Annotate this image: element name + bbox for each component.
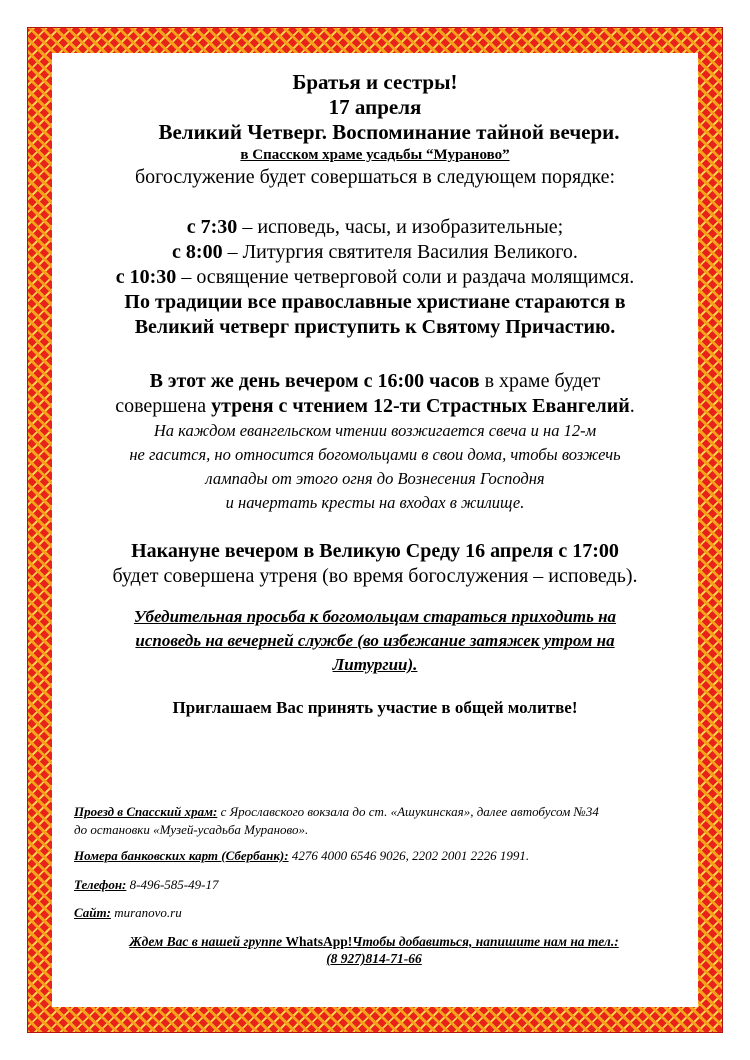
italic-note: не гасится, но относится богомольцами в свои дома, чтобы возжечь [129,445,621,464]
wednesday-heading: Накануне вечером в Великую Среду 16 апреля с 17:00 [131,540,619,562]
route-info: Проезд в Спасский храм: с Ярославского вокзала до ст. «Ашукинская», далее автобусом №34 до остановки «Музей-усадьба Мураново». [74,804,599,837]
request-line: Литургии). [332,655,418,674]
schedule-item: с 10:30 – освящение четверговой соли и раздача молящимся. [115,266,635,288]
italic-note: и начертать кресты на входах в жилище. [225,493,525,512]
tradition-line: По традиции все православные христиане стараются в [124,291,626,313]
phone: Телефон: 8-496-585-49-17 [74,877,219,892]
intro: богослужение будет совершаться в следующем порядке: [134,166,616,188]
greeting: Братья и сестры! [292,70,458,94]
italic-note: лампады от этого огня до Вознесения Господня [205,469,545,488]
evening-line-1: В этот же день вечером с 16:00 часов в храме будет [149,370,601,392]
wednesday-text: будет совершена утреня (во время богослужения – исповедь). [112,565,638,587]
place: в Спасском храме усадьбы “Мураново” [240,147,510,163]
schedule-item: с 8:00 – Литургия святителя Василия Великого. [172,241,578,263]
date: 17 апреля [328,95,422,119]
website[interactable]: Сайт: muranovo.ru [74,905,182,920]
schedule-item: с 7:30 – исповедь, часы, и изобразительные; [186,216,564,238]
italic-note: На каждом евангельском чтении возжигается свеча и на 12-м [153,421,597,440]
evening-line-2: совершена утреня с чтением 12-ти Страстных Евангелий. [115,395,635,417]
invitation: Приглашаем Вас принять участие в общей молитве! [172,698,578,717]
request-line: исповедь на вечерней службе (во избежание затяжек утром на [135,631,615,650]
whatsapp-phone: (8 927)814-71-66 [326,951,422,966]
request-line: Убедительная просьба к богомольцам стараться приходить на [133,607,617,626]
whatsapp-invite: Ждем Вас в нашей группе WhatsApp!Чтобы добавиться, напишите нам на тел.: (8 927)814-71-66 [129,934,619,966]
title: Великий Четверг. Воспоминание тайной вечери. [158,120,620,144]
tradition-line: Великий четверг приступить к Святому Причастию. [134,316,616,338]
announcement [52,53,698,719]
bank-cards: Номера банковских карт (Сбербанк): 4276 4000 6546 9026, 2202 2001 2226 1991. [74,848,530,863]
